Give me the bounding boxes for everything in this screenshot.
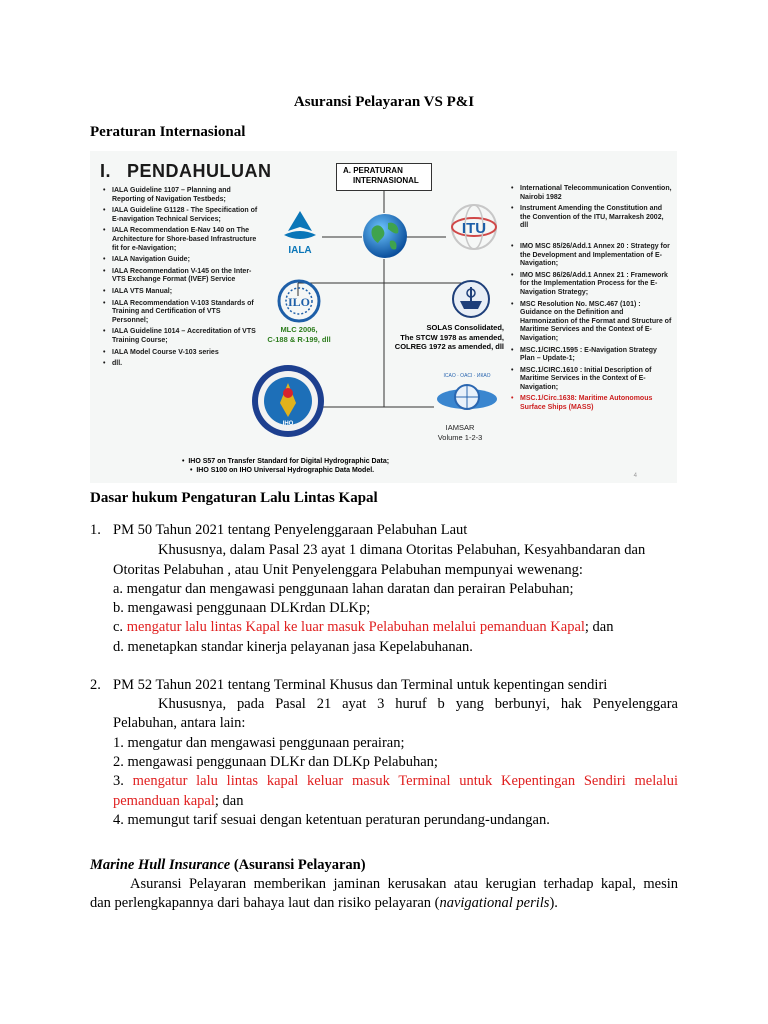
list-item: 1. mengatur dan mengawasi penggunaan perairan; [113,735,405,751]
item-heading: PM 52 Tahun 2021 tentang Terminal Khusus dan Terminal untuk kepentingan sendiri [113,677,608,693]
paragraph-line: Khususnya, dalam Pasal 23 ayat 1 dimana Otoritas Pelabuhan, Kesyahbandaran dan [158,542,646,558]
list-item-continuation [113,792,243,812]
box-label-line: A. PERATURAN [343,166,403,175]
list-item: 2. mengawasi penggunaan DLKr dan DLKp Pelabuhan; [113,754,438,770]
list-item-prefix: 3. [113,773,133,789]
paragraph-line: Pelabuhan, antara lain: [113,715,246,731]
figure-heading-text: PENDAHULUAN [127,161,272,181]
list-item-text: IHO S57 on Transfer Standard for Digital Hydrographic Data; [188,458,390,465]
item-heading: PM 50 Tahun 2021 tentang Penyelenggaraan Pelabuhan Laut [113,522,468,538]
list-item: • IMO MSC 86/26/Add.1 Annex 21 : Framework for the Implementation Process for the E-Navigation Strategy; [508,272,672,298]
list-item: • IALA Model Course V-103 series [100,349,258,358]
iho-label: IHO [282,421,294,427]
list-item: d. menetapkan standar kinerja pelayanan jasa Kepelabuhanan. [113,639,473,655]
list-item-suffix: ; dan [584,619,614,635]
list-item [113,772,678,792]
marine-heading-rest: (Asuransi Pelayaran) [230,857,366,873]
list-item: • IHO S57 on Transfer Standard for Digital Hydrographic Data; [182,458,390,465]
item-number: 1. [90,522,101,538]
highlighted-text: mengatur lalu lintas Kapal ke luar masuk Pelabuhan melalui pemanduan Kapal [126,619,585,635]
list-item: • IALA Recommendation V-145 on the Inter-VTS Exchange Format (IVEF) Service [100,268,258,285]
paragraph-line: Khususnya, pada Pasal 21 ayat 3 huruf b yang berbunyi, hak Penyelenggara [158,696,678,712]
item-number: 2. [90,677,101,693]
caption-line: C-188 & R-199, dll [267,334,331,344]
list-item: • Instrument Amending the Constitution and the Convention of the ITU, Marrakesh 2002, dll [508,205,672,231]
list-item: • MSC.1/Circ.1638: Maritime Autonomous Surface Ships (MASS) [508,395,672,412]
list-item: • MSC Resolution No. MSC.467 (101) : Guidance on the Definition and Harmonization of the Format and Structure of Maritime Services and the Context of E-Navigation; [508,301,672,344]
list-item-prefix: c. [113,619,127,635]
iala-label: IALA [288,245,312,255]
iho-standards-list [182,457,389,475]
itu-logo-icon [446,203,502,255]
paragraph-line: Asuransi Pelayaran memberikan jaminan kerusakan atau kerugian terhadap kapal, mesin [130,876,678,892]
paragraph-text: dan perlengkapannya dari bahaya laut dan risiko pelayaran ( [90,895,440,911]
iamsar-caption [430,423,490,442]
imo-caption [374,323,504,352]
paragraph-text: ). [549,895,558,911]
list-item [113,618,614,638]
section-heading-dasar-hukum: Dasar hukum Pengaturan Lalu Lintas Kapal [90,490,378,506]
caption-line: SOLAS Consolidated, [426,323,504,332]
list-item: a. mengatur dan mengawasi penggunaan lahan daratan dan perairan Pelabuhan; [113,581,574,597]
list-item: • IALA Guideline G1128 - The Specification of E-navigation Technical Services; [100,207,258,224]
list-item: 4. memungut tarif sesuai dengan ketentuan peraturan perundang-undangan. [113,812,550,828]
icao-logo-icon [434,369,500,419]
icao-label: ICAO · OACI · ИКАО [443,373,491,379]
imo-logo-icon [446,279,496,323]
list-item: • dll. [100,360,258,369]
list-item: b. mengawasi penggunaan DLKrdan DLKp; [113,600,371,616]
list-item: • IMO MSC 85/26/Add.1 Annex 20 : Strategy for the Development and Implementation of E-Navigation; [508,243,672,269]
iho-logo-icon [250,363,326,439]
list-item: • IALA Guideline 1107 – Planning and Reporting of Navigation Testbeds; [100,187,258,204]
highlighted-text: pemanduan kapal [113,793,215,809]
box-label-line: INTERNASIONAL [353,176,419,185]
list-item: • International Telecommunication Convention, Nairobi 1982 [508,185,672,202]
caption-line: COLREG 1972 as amended, dll [394,342,504,351]
caption-line: The STCW 1978 as amended, [400,332,504,342]
marine-heading-italic: Marine Hull Insurance [90,857,231,873]
iala-logo-icon [278,209,322,255]
paragraph-line: Otoritas Pelabuhan , atau Unit Penyelenggara Pelabuhan mempunyai wewenang: [113,562,583,578]
list-item: • IALA Recommendation V-103 Standards of Training and Certification of VTS Personnel; [100,300,258,326]
section-heading-international: Peraturan Internasional [90,124,246,140]
ilo-caption [250,325,348,344]
itu-label: ITU [461,220,487,237]
figure-heading-number: I. [100,161,112,181]
paragraph-line [90,894,558,914]
imo-regulation-list [508,185,672,416]
globe-icon [362,213,408,259]
list-item: • MSC.1/CIRC.1610 : Initial Description of Maritime Services in the Context of E-Navigation; [508,367,672,393]
marine-heading [90,856,366,876]
highlighted-text: mengatur lalu lintas kapal keluar masuk Terminal untuk Kepentingan Sendiri melalui [132,773,678,789]
paragraph-italic: navigational perils [439,895,550,911]
caption-line: IAMSAR [445,423,475,432]
ilo-logo-icon [274,279,324,325]
ilo-label: ILO [287,295,311,309]
list-item-text: IHO S100 on IHO Universal Hydrographic Data Model. [196,467,375,474]
list-item: • IALA Guideline 1014 – Accreditation of VTS Training Course; [100,328,258,345]
page-title: Asuransi Pelayaran VS P&I [293,94,475,110]
list-item: • IALA VTS Manual; [100,288,258,297]
peraturan-internasional-box [336,163,432,191]
caption-line: Volume 1-2-3 [437,432,483,442]
list-item: • MSC.1/CIRC.1595 : E-Navigation Strategy Plan – Update-1; [508,347,672,364]
slide-page-number: 4 [633,473,637,479]
list-item: • IALA Navigation Guide; [100,256,258,265]
list-item-suffix: ; dan [214,793,244,809]
caption-line: MLC 2006, [280,325,318,334]
list-item: • IHO S100 on IHO Universal Hydrographic Data Model. [190,467,375,474]
regulation-figure [90,151,677,483]
list-item: • IALA Recommendation E-Nav 140 on The Architecture for Shore-based Infrastructure fit for e-Navigation; [100,227,258,253]
